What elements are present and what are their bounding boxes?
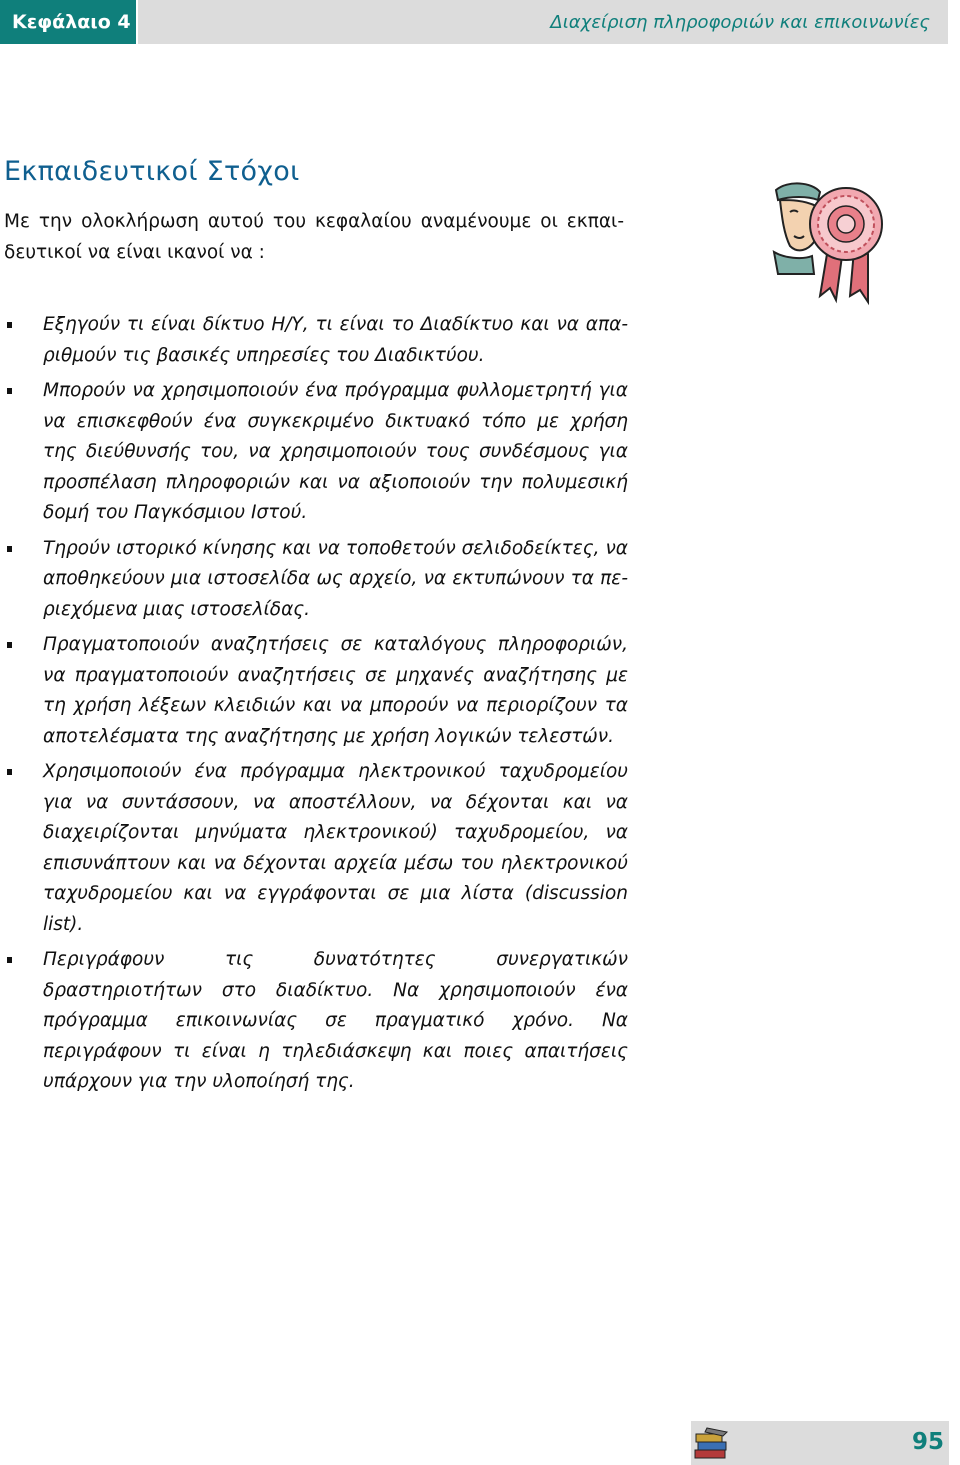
list-item-text: Χρησιμοποιούν ένα πρόγραμμα ηλεκτρονικού ταχυδρομείου για να συντάσσουν, να αποστέλλουν, να δέχονται και να διαχειρίζονται μηνύματα ηλεκτρονικού) ταχυδρομείου, να επισυνάπτουν και να δέχονται αρχεία μέσω του ηλεκτρονικού ταχυδρομείου και να εγγράφονται σε μια λίστα (discussion list). (43, 761, 628, 935)
list-item (0, 534, 628, 626)
list-item-text: Μπορούν να χρησιμοποιούν ένα πρόγραμμα φυλλομετρητή για να επισκεφθούν ένα συγκεκριμένο δικτυακό τόπο με χρήση της διεύθυνσής του, να χρησιμοποιούν τους συνδέσμους για προσπέλαση πληροφοριών και να αξιοποιούν την πολυμεσική δομή του Παγκόσμιου Ιστού. (43, 380, 628, 523)
list-item (0, 757, 628, 940)
list-item (0, 376, 628, 529)
chapter-subject: Διαχείριση πληροφοριών και επικοινωνίες (136, 0, 948, 44)
award-rosette-icon (768, 178, 886, 306)
list-item-text: Περιγράφουν τις δυνατότητες συνεργατικών δραστηριοτήτων στο διαδίκτυο. Να χρησιμοποιούν ένα πρόγραμμα επικοινωνίας σε πραγματικό χρόνο. Να περιγράφουν τι είναι η τηλεδιάσκεψη και ποιες απαιτήσεις υπάρχουν για την υλοποίησή της. (43, 949, 628, 1092)
page-header (0, 0, 948, 44)
bullet-icon (7, 642, 12, 648)
bullet-icon (7, 322, 12, 328)
list-item (0, 630, 628, 752)
bullet-icon (7, 388, 12, 394)
bullet-icon (7, 769, 12, 775)
bullet-icon (7, 546, 12, 552)
section-title: Εκπαιδευτικοί Στόχοι (4, 156, 300, 187)
list-item (0, 310, 628, 371)
page-number: 95 (911, 1429, 944, 1455)
list-item-text: Τηρούν ιστορικό κίνησης και να τοποθετούν σελιδοδείκτες, να αποθηκεύουν μια ιστοσελίδα ως αρχείο, να εκτυπώνουν τα περιεχόμενα μιας ιστοσελίδας. (43, 537, 628, 620)
list-item-text: Πραγματοποιούν αναζητήσεις σε καταλόγους πληροφοριών, να πραγματοποιούν αναζητήσεις σε μηχανές αναζήτησης με τη χρήση λέξεων κλειδιών και να μπορούν να περιορίζουν τα αποτελέσματα της αναζήτησης με χρήση λογικών τελεστών. (43, 634, 628, 747)
list-item (0, 945, 628, 1098)
chapter-label: Κεφάλαιο 4 (0, 0, 136, 44)
objectives-list (0, 310, 628, 1103)
books-icon (693, 1424, 731, 1462)
intro-paragraph: Με την ολοκλήρωση αυτού του κεφαλαίου αναμένουμε οι εκπαιδευτικοί να είναι ικανοί να : (4, 211, 624, 263)
list-item-text: Εξηγούν τι είναι δίκτυο Η/Υ, τι είναι το Διαδίκτυο και να απαριθμούν τις βασικές υπηρεσίες του Διαδικτύου. (43, 314, 628, 366)
bullet-icon (7, 957, 12, 963)
